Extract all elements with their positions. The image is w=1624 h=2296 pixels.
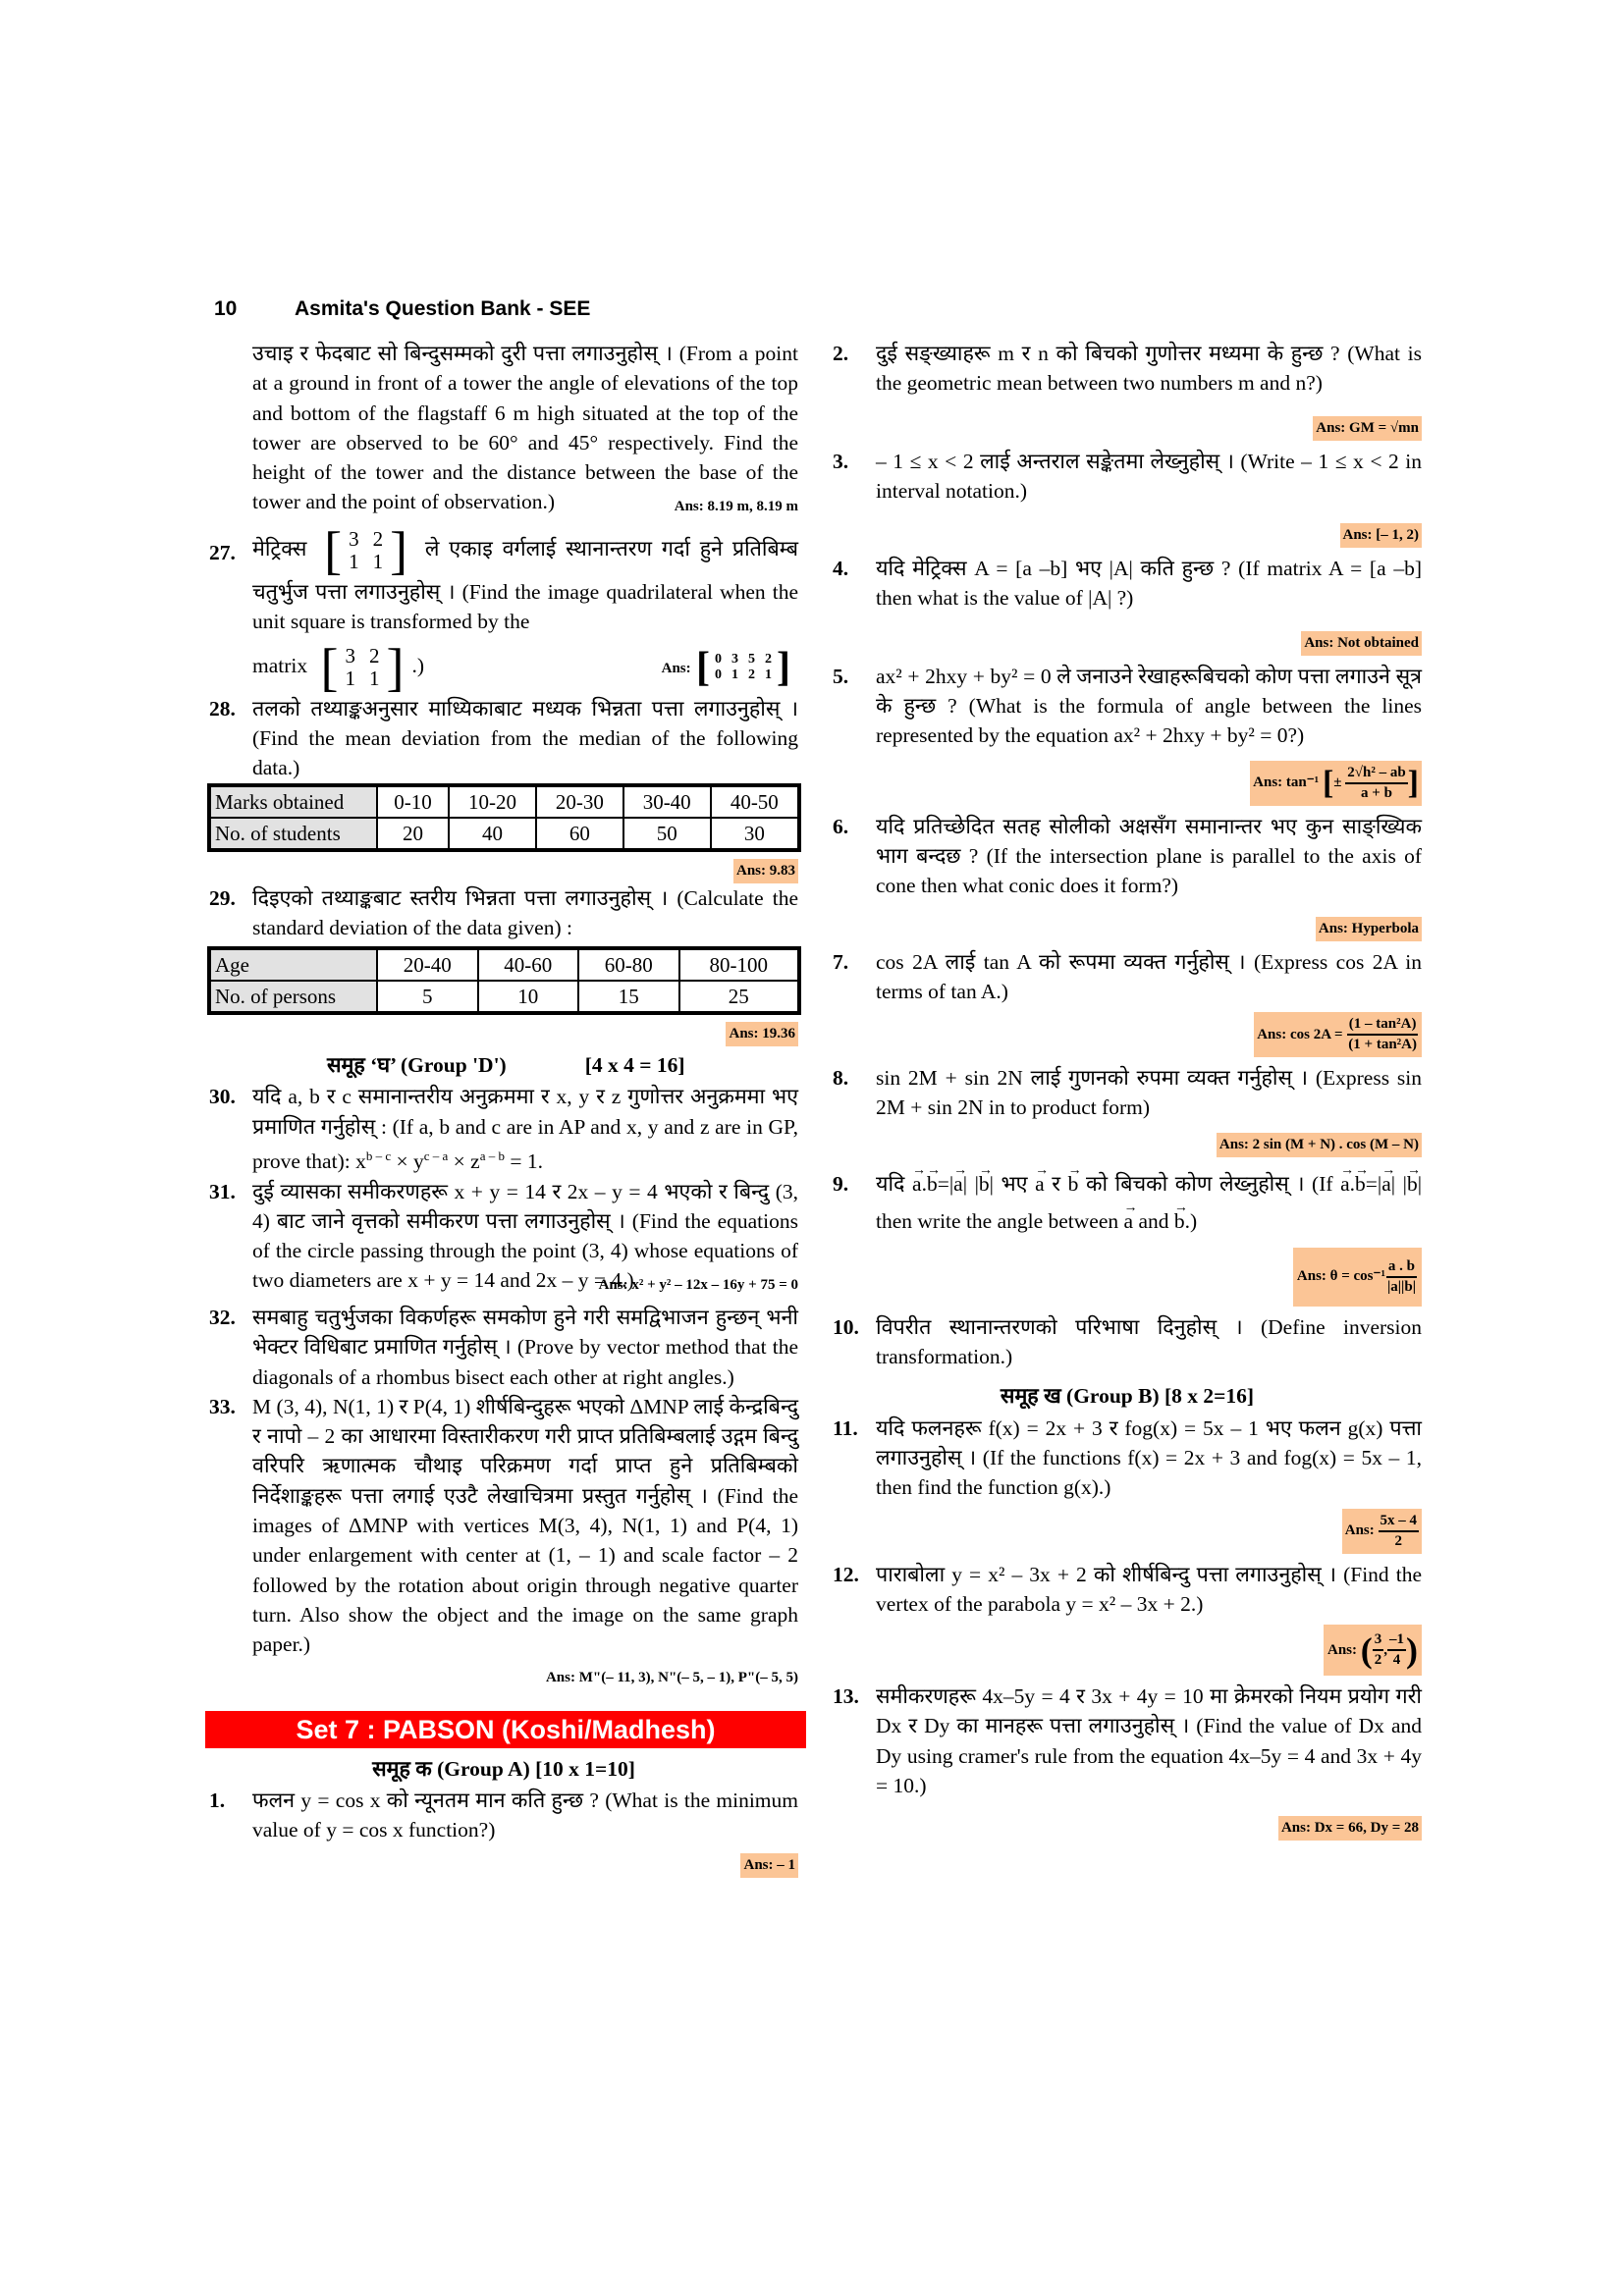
matrix-3-2-1-1-repeat: [ 3 2 1 1 ] xyxy=(320,637,405,697)
question-32 xyxy=(209,1303,798,1392)
answer-4: Ans: Not obtained xyxy=(1301,631,1422,656)
question-text: फलन y = cos x को न्यूनतम मान कति हुन्छ ? (What is the minimum value of y = cos x function?) xyxy=(252,1789,798,1842)
question-13 xyxy=(833,1682,1422,1800)
question-3 xyxy=(833,447,1422,507)
answer-1: Ans: – 1 xyxy=(740,1853,798,1878)
question-number: 12. xyxy=(833,1562,859,1586)
question-text: यदि a, b र c समानान्तरीय अनुक्रममा र x, y र z गुणोत्तर अनुक्रममा भए प्रमाणित गर्नुहोस् : (If a, b and c are in AP and x, y and z are in GP, prove that): xyxy=(252,1085,798,1174)
answer-29: Ans: 19.36 xyxy=(726,1022,798,1046)
table-row: No. of students 20 40 60 50 30 xyxy=(209,818,799,850)
question-number: 13. xyxy=(833,1684,859,1709)
answer-12: Ans: ( $\frac{3}{2}$ , $\frac{-1}{4}$ ) xyxy=(1324,1625,1422,1676)
answer-33: Ans: M"(– 11, 3), N"(– 5, – 1), P"(– 5, 5) xyxy=(545,1669,798,1685)
table-row: Marks obtained 0-10 10-20 20-30 30-40 40-50 xyxy=(209,785,799,818)
question-6 xyxy=(833,812,1422,901)
answer-11: Ans: $\frac{5x - 4}{2}$ xyxy=(1342,1509,1422,1554)
answer-8: Ans: 2 sin (M + N) . cos (M – N) xyxy=(1217,1133,1422,1157)
answer-3: Ans: [– 1, 2) xyxy=(1340,523,1423,548)
answer-7: Ans: cos 2A = $\frac{\text{(1 – tan²A)}}{\text{(1 + tan²A)}}$ xyxy=(1254,1012,1422,1057)
page-number: 10 xyxy=(214,297,238,320)
question-number: 28. xyxy=(209,696,236,721)
question-number: 27. xyxy=(209,541,236,565)
question-number: 6. xyxy=(833,814,849,838)
question-text: समबाहु चतुर्भुजका विकर्णहरू समकोण हुने गरी समद्विभाजन हुन्छन् भनी भेक्टर विधिबाट प्रमाणित गर्नुहोस् । (Prove by vector method that the diagonals of a rhombus bisect each other at right angles.) xyxy=(252,1305,798,1389)
group-a-heading: समूह क (Group A) [10 x 1=10] xyxy=(372,1756,635,1781)
q27-text-pre: मेट्रिक्स xyxy=(252,537,307,561)
group-b-heading: समूह ख (Group B) [8 x 2=16] xyxy=(1000,1384,1255,1409)
age-table xyxy=(207,946,801,1015)
question-30 xyxy=(209,1082,798,1176)
answer-9: Ans: θ = cos⁻¹ $\frac{a . b}{|a||b|}$ xyxy=(1293,1248,1422,1307)
question-28 xyxy=(209,694,798,783)
answer-31: Ans: x² + y² – 12x – 16y + 75 = 0 xyxy=(598,1276,798,1293)
answer-6: Ans: Hyperbola xyxy=(1316,917,1422,941)
question-text: दिइएको तथ्याङ्कबाट स्तरीय भिन्नता पत्ता लगाउनुहोस् । (Calculate the standard deviation of the data given) : xyxy=(252,885,798,939)
answer-13: Ans: Dx = 66, Dy = 28 xyxy=(1278,1816,1422,1841)
group-d-marks: [4 x 4 = 16] xyxy=(584,1053,685,1078)
question-33 xyxy=(209,1392,798,1660)
question-number: 2. xyxy=(833,342,849,365)
q30-expression: $x^{b - c} \times y^{c - a} \times z^{a - b} = 1$. xyxy=(355,1148,544,1174)
question-text: ax² + 2hxy + by² = 0 ले जनाउने रेखाहरूबिचको कोण पत्ता लगाउने सूत्र के हुन्छ ? (What is the formula of angle between the lines represented by the equation ax² + 2hxy + by² = 0?) xyxy=(876,664,1422,748)
question-7 xyxy=(833,947,1422,1007)
question-number: 3. xyxy=(833,449,849,473)
right-column xyxy=(833,339,1422,1846)
book-title: Asmita's Question Bank - SEE xyxy=(295,297,591,320)
question-text: sin 2M + sin 2N लाई गुणनको रुपमा व्यक्त गर्नुहोस् । (Express sin 2M + sin 2N in to product form) xyxy=(876,1066,1422,1120)
question-number: 32. xyxy=(209,1305,236,1329)
question-number: 33. xyxy=(209,1394,236,1418)
vector-a: → a xyxy=(912,1165,922,1202)
q27-matrix-word: matrix xyxy=(252,653,308,677)
question-text: तलको तथ्याङ्कअनुसार माध्यिकाबाट मध्यक भिन्नता पत्ता लगाउनुहोस् । (Find the mean deviation from the median of the following data.) xyxy=(252,696,798,780)
answer-2: Ans: GM = √mn xyxy=(1313,416,1422,441)
question-number: 8. xyxy=(833,1066,849,1091)
question-number: 10. xyxy=(833,1314,859,1339)
question-text: M (3, 4), N(1, 1) र P(4, 1) शीर्षबिन्दुहरू भएको ΔMNP लाई केन्द्रबिन्दु र नापो – 2 का आधारमा विस्तारीकरण गरी प्राप्त प्रतिबिम्बलाई उद्गम बिन्दु वरिपरि ऋणात्मक चौथाइ परिक्रमण गर्दा प्राप्त हुने प्रतिबिम्बको निर्देशाङ्कहरू पत्ता लगाई एउटै लेखाचित्रमा प्रस्तुत गर्नुहोस् । (Find the images of ΔMNP with vertices M(3, 4), N(1, 1) and P(4, 1) under enlargement with center at (1, – 1) and scale factor – 2 followed by the rotation about origin through negative quarter turn. Also show the object and the image on the same graph paper.) xyxy=(252,1394,798,1657)
question-29 xyxy=(209,883,798,943)
q27-text-post: ले एकाइ वर्गलाई स्थानान्तरण गर्दा हुने प्रतिबिम्ब चतुर्भुज पत्ता लगाउनुहोस् । (Find the image quadrilateral when the unit square is transformed by the xyxy=(252,537,799,634)
answer-27: Ans: [ 0 3 5 2 0 1 2 1 ] xyxy=(661,644,790,690)
question-number: 31. xyxy=(209,1179,236,1203)
q27-close: .) xyxy=(411,653,425,677)
question-27 xyxy=(209,521,799,697)
set-banner: Set 7 : PABSON (Koshi/Madhesh) xyxy=(205,1711,806,1748)
question-12 xyxy=(833,1560,1422,1620)
marks-table xyxy=(207,783,801,852)
question-number: 1. xyxy=(209,1789,226,1813)
table-row: No. of persons 5 10 15 25 xyxy=(209,981,799,1013)
question-26-continuation: उचाइ र फेदबाट सो बिन्दुसम्मको दुरी पत्ता लगाउनुहोस् । (From a point at a ground in front of a tower the angle of elevations of the top and bottom of the flagstaff 6 m high situated at the top of the tower are observed to be 60° and 45° respectively. Find the height of the tower and the distance between the base of the tower and the point of observation.) xyxy=(252,342,798,514)
question-2 xyxy=(833,339,1422,399)
question-text: – 1 ≤ x < 2 लाई अन्तराल सङ्केतमा लेख्नुहोस् । (Write – 1 ≤ x < 2 in interval notation.) xyxy=(876,449,1422,503)
question-11 xyxy=(833,1414,1422,1503)
answer-5: Ans: tan⁻¹ [ ± $\frac{\text{2√h² – ab}}{a + b}$ ] xyxy=(1250,761,1422,806)
question-number: 4. xyxy=(833,557,849,581)
question-5 xyxy=(833,662,1422,751)
question-text: विपरीत स्थानान्तरणको परिभाषा दिनुहोस् । (Define inversion transformation.) xyxy=(876,1314,1422,1369)
table-row: Age 20-40 40-60 60-80 80-100 xyxy=(209,948,799,981)
group-d-title: समूह ‘घ’ (Group 'D') xyxy=(327,1053,507,1078)
question-4 xyxy=(833,554,1422,614)
question-9: 9. यदि → a.→ b=|→ a| |→ b| भए → a र → b को बिचको कोण लेख्नुहोस् । (If → a.→ b=|→ a| |→ b| then write the angle between → a and → b.) xyxy=(833,1165,1422,1240)
group-d-heading xyxy=(209,1050,798,1080)
left-column xyxy=(209,339,798,1884)
question-number: 9. xyxy=(833,1171,849,1196)
page-header xyxy=(214,297,590,321)
question-text: यदि प्रतिच्छेदित सतह सोलीको अक्षसँग समानान्तर भए कुन साङ्ख्यिक भाग बन्दछ ? (If the intersection plane is parallel to the axis of cone then what conic does it form?) xyxy=(876,814,1422,898)
question-text: दुई व्यासका समीकरणहरू x + y = 14 र 2x – y = 4 भएको र बिन्दु (3, 4) बाट जाने वृत्तको समीकरण पत्ता लगाउनुहोस् । (Find the equations of the circle passing through the point (3, 4) whose equations of two diameters are x + y = 14 and 2x – y = 4.) xyxy=(252,1179,798,1293)
matrix-3-2-1-1: [ 3 2 1 1 ] xyxy=(324,521,408,581)
question-text: cos 2A लाई tan A को रूपमा व्यक्त गर्नुहोस् । (Express cos 2A in terms of tan A.) xyxy=(876,949,1422,1003)
question-text: यदि मेट्रिक्स A = [a –b] भए |A| कति हुन्छ ? (If matrix A = [a –b] then what is the value of |A| ?) xyxy=(876,557,1422,611)
question-number: 5. xyxy=(833,664,849,688)
question-number: 30. xyxy=(209,1085,236,1109)
question-text: पाराबोला y = x² – 3x + 2 को शीर्षबिन्दु पत्ता लगाउनुहोस् । (Find the vertex of the parabola y = x² – 3x + 2.) xyxy=(876,1562,1422,1616)
question-number: 7. xyxy=(833,949,849,974)
question-31 xyxy=(209,1177,798,1296)
question-number: 29. xyxy=(209,885,236,910)
question-8 xyxy=(833,1063,1422,1123)
question-number: 11. xyxy=(833,1415,858,1440)
answer-28: Ans: 9.83 xyxy=(733,859,798,883)
vector-b: → b xyxy=(927,1165,938,1202)
question-text: दुई सङ्ख्याहरू m र n को बिचको गुणोत्तर मध्यमा के हुन्छ ? (What is the geometric mean between two numbers m and n?) xyxy=(876,342,1422,396)
question-text: समीकरणहरू 4x–5y = 4 र 3x + 4y = 10 मा क्रेमरको नियम प्रयोग गरी Dx र Dy का मानहरू पत्ता लगाउनुहोस् । (Find the value of Dx and Dy using cramer's rule from the equation 4x–5y = 4 and 3x + 4y = 10.) xyxy=(876,1684,1422,1798)
answer-26: Ans: 8.19 m, 8.19 m xyxy=(674,498,798,514)
question-text: यदि फलनहरू f(x) = 2x + 3 र fog(x) = 5x – 1 भए फलन g(x) पत्ता लगाउनुहोस् । (If the functions f(x) = 2x + 3 and fog(x) = 5x – 1, then find the function g(x).) xyxy=(876,1415,1422,1500)
question-1 xyxy=(209,1786,798,1845)
question-10 xyxy=(833,1312,1422,1372)
